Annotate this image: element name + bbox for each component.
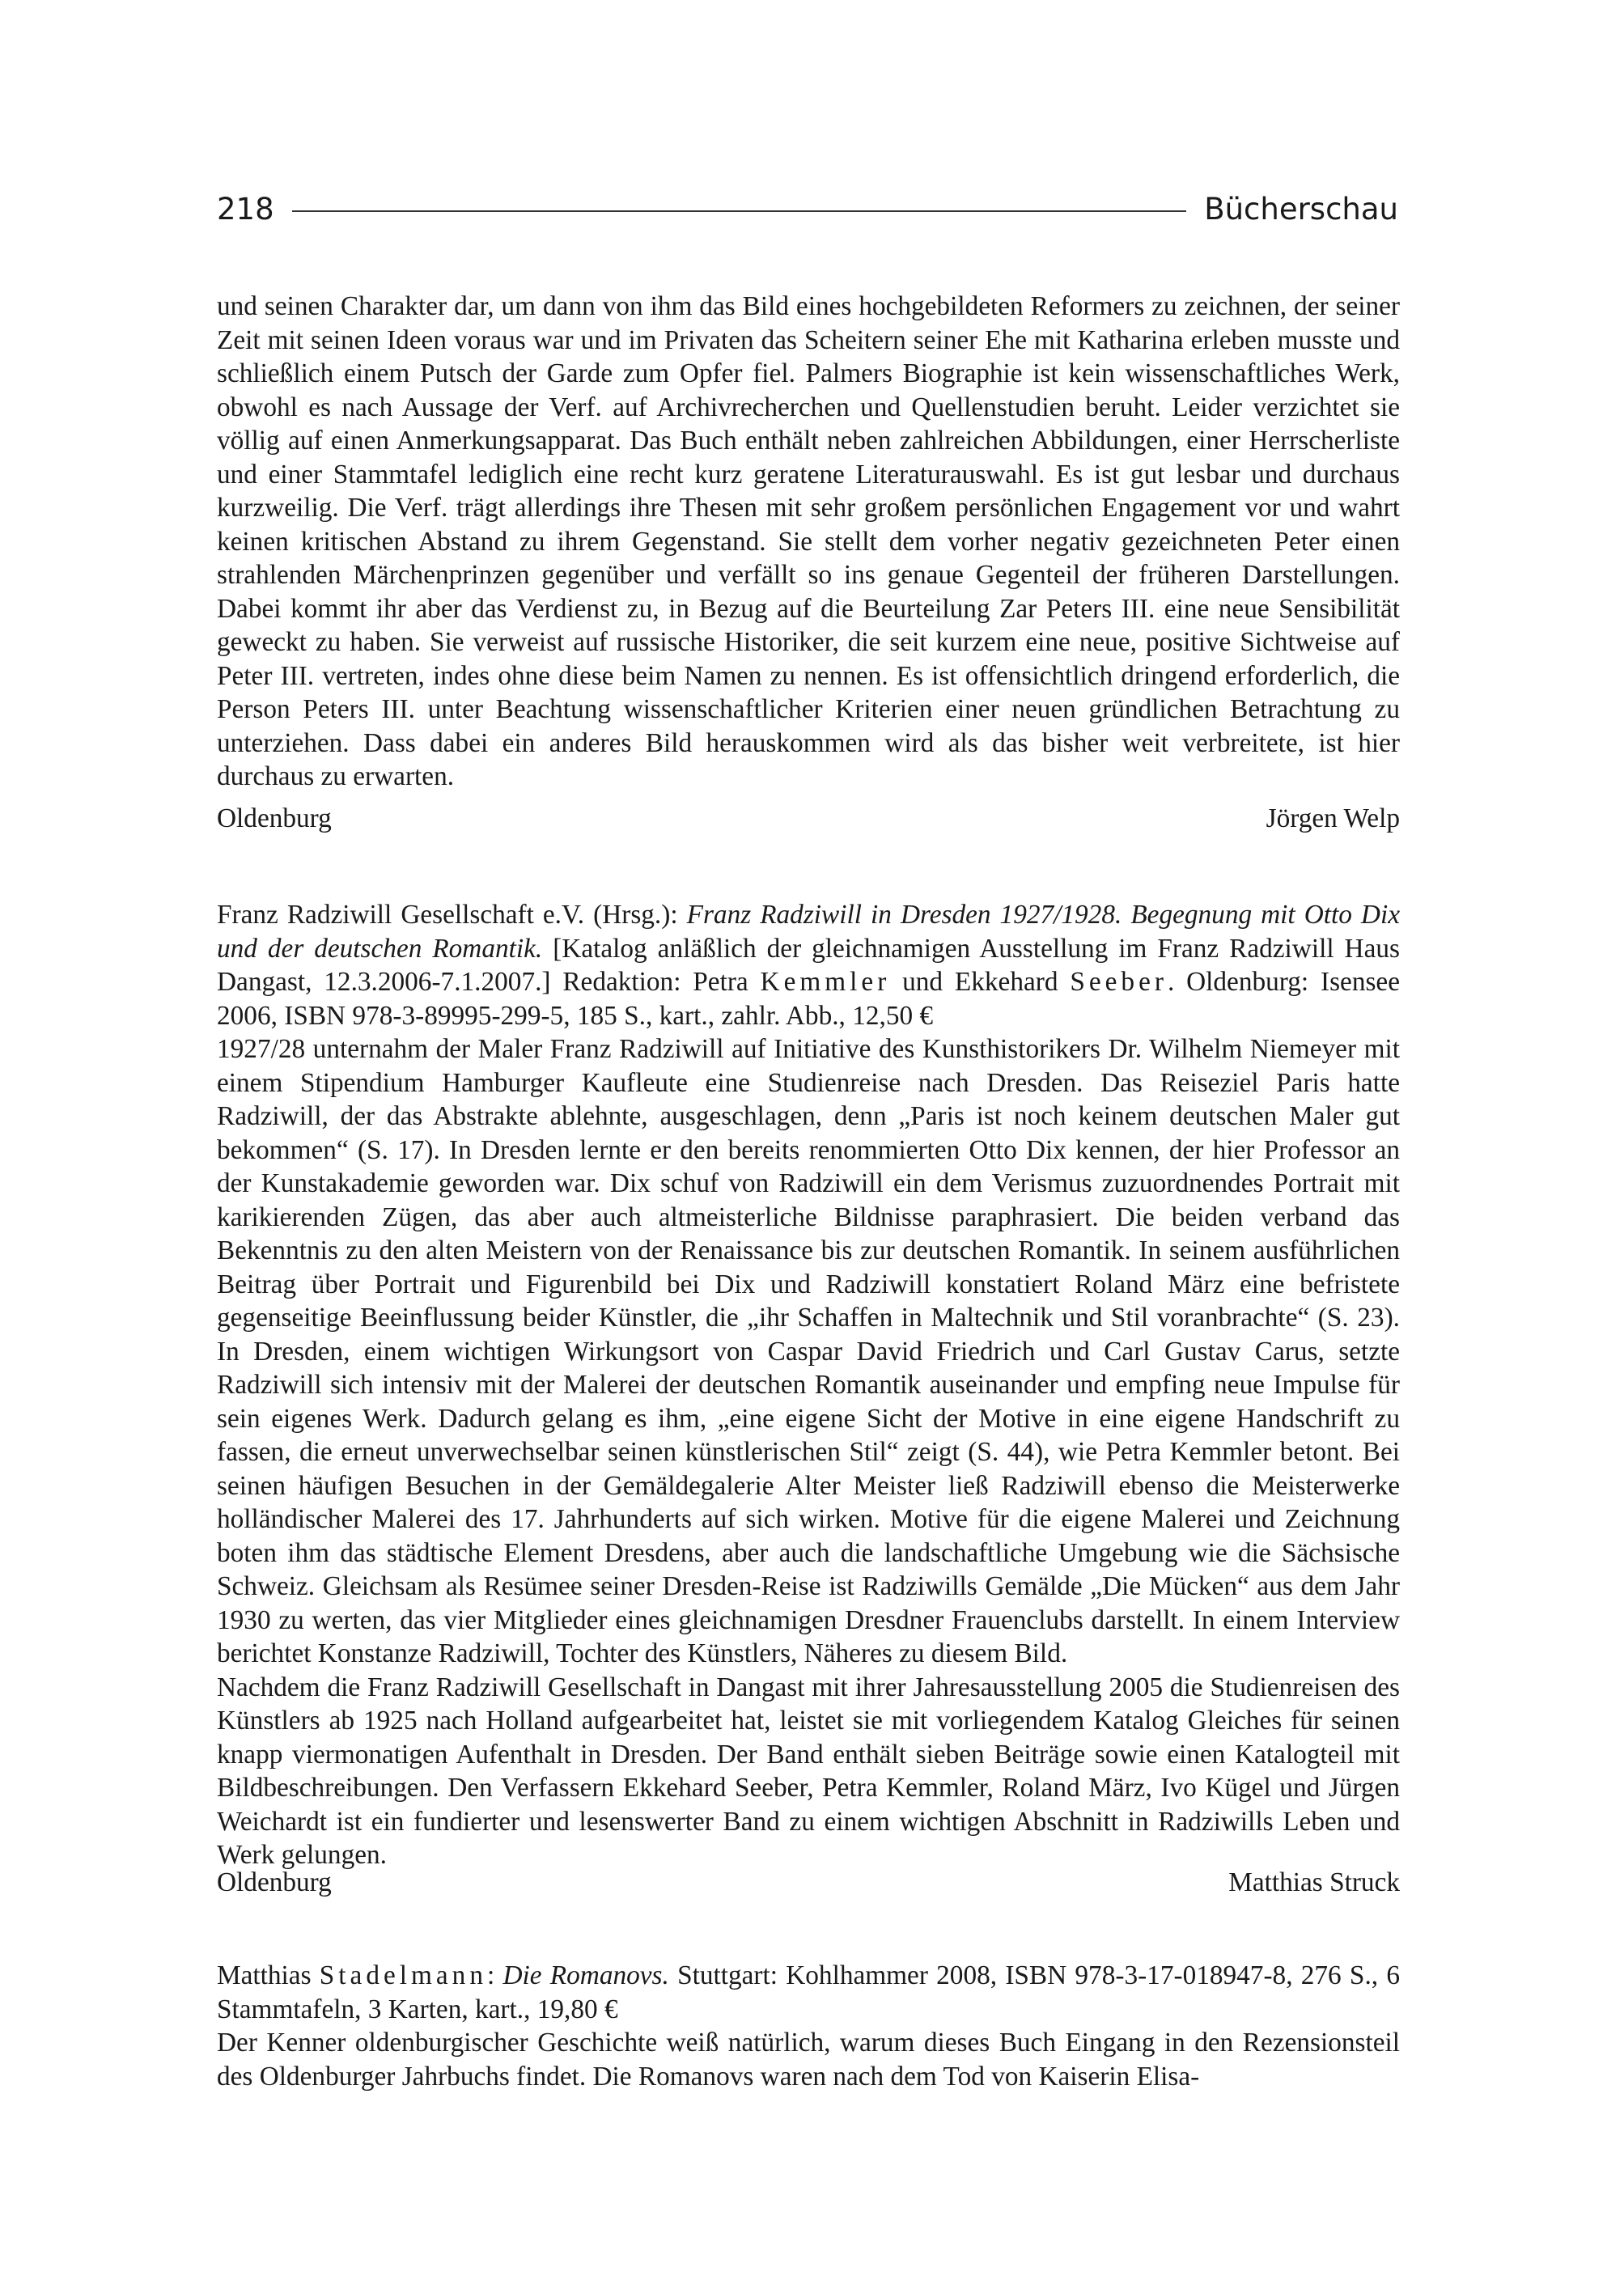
review-1-reviewer: Jörgen Welp — [1266, 803, 1400, 833]
review-1-body — [217, 290, 1400, 794]
review-2-and: und Ekkehard — [890, 967, 1071, 997]
review-3-author-last: Stadelmann — [319, 1960, 487, 1990]
running-head — [217, 184, 1398, 233]
review-3-details: Stuttgart: Kohlhammer 2008, ISBN 978-3-17-018947-8, 276 S., 6 Stammtafeln, 3 Karten, kart., 19,80 € — [217, 1960, 1400, 2024]
review-2-paragraph-1: 1927/28 unternahm der Maler Franz Radziwill auf Initiative des Kunsthistorikers Dr. Wilhelm Niemeyer mit einem Stipendium Hamburger Kaufleute eine Studienreise nach Dresden. Das Reiseziel Paris hatte Radziwill, der das Abstrakte ablehnte, ausgeschlagen, denn „Paris ist noch keinem deutschen Maler gut bekommen“ (S. 17). In Dresden lernte er den bereits renommierten Otto Dix kennen, der hier Professor an der Kunstakademie geworden war. Dix schuf von Radziwill ein dem Verismus zuzuordnendes Portrait mit karikierenden Zügen, das aber auch altmeisterliche Bildnisse paraphrasiert. Die beiden verband das Bekenntnis zu den alten Meistern von der Renaissance bis zur deutschen Romantik. In seinem ausführlichen Beitrag über Portrait und Figurenbild bei Dix und Radziwill konstatiert Roland März eine befristete gegenseitige Beeinflussung beider Künstler, die „ihr Schaffen in Maltechnik und Stil voranbrachte“ (S. 23). In Dresden, einem wichtigen Wirkungsort von Caspar David Friedrich und Carl Gustav Carus, setzte Radziwill sich intensiv mit der Malerei der deutschen Romantik auseinander und empfing neue Impulse für sein eigenes Werk. Dadurch gelang es ihm, „eine eigene Sicht der Motive in eine eigene Handschrift zu fassen, die erneut unverwechselbar seinen künstlerischen Stil“ zeigt (S. 44), wie Petra Kemmler betont. Bei seinen häufigen Besuchen in der Gemäldegalerie Alter Meister ließ Radziwill ebenso die Meisterwerke holländischer Malerei des 17. Jahrhunderts auf sich wirken. Motive für die eigene Malerei und Zeichnung boten ihm das städtische Element Dresdens, aber auch die landschaftliche Umgebung wie die Sächsische Schweiz. Gleichsam als Resümee seiner Dresden-Reise ist Radziwills Gemälde „Die Mücken“ aus dem Jahr 1930 zu werten, das vier Mitglieder eines gleichnamigen Dresdner Frauenclubs darstellt. In einem Interview berichtet Konstanze Radziwill, Tochter des Künstlers, Näheres zu diesem Bild. — [217, 1034, 1400, 1668]
review-3-paragraph-1: Der Kenner oldenburgischer Geschichte weiß natürlich, warum dieses Buch Eingang in den Rezensionsteil des Oldenburger Jahrbuchs findet. Die Romanovs waren nach dem Tod von Kaiserin Elisa- — [217, 2028, 1400, 2092]
review-2-title: Franz Radziwill in Dresden 1927/1928. Begegnung mit Otto Dix und der deutschen Romantik. — [217, 900, 1400, 964]
header-rule — [292, 210, 1187, 212]
review-1-signature — [217, 802, 1400, 836]
review-3-author-first: Matthias — [217, 1960, 320, 1990]
review-2-citation — [217, 898, 1400, 1032]
review-1-text: und seinen Charakter dar, um dann von ihm das Bild eines hochgebildeten Reformers zu zeichnen, der seiner Zeit mit seinen Ideen voraus war und im Privaten das Scheitern seiner Ehe mit Katharina erleben musste und schließlich einem Putsch der Garde zum Opfer fiel. Palmers Biographie ist kein wissenschaftliches Werk, obwohl es nach Aussage der Verf. auf Archivrecherchen und Quellenstudien beruht. Leider verzichtet sie völlig auf einen Anmerkungsapparat. Das Buch enthält neben zahlreichen Abbildungen, einer Herrscherliste und einer Stammtafel lediglich eine recht kurz geratene Literaturauswahl. Es ist gut lesbar und durchaus kurzweilig. Die Verf. trägt allerdings ihre Thesen mit sehr großem persönlichen Engagement vor und wahrt keinen kritischen Abstand zu ihrem Gegenstand. Sie stellt dem vorher negativ gezeichneten Peter einen strahlenden Märchenprinzen gegenüber und verfällt so ins genaue Gegenteil der früheren Darstellungen. Dabei kommt ihr aber das Verdienst zu, in Bezug auf die Beurteilung Zar Peters III. eine neue Sensibilität geweckt zu haben. Sie verweist auf russische Historiker, die seit kurzem eine neue, positive Sichtweise auf Peter III. vertreten, indes ohne diese beim Namen zu nennen. Es ist offensichtlich dringend erforderlich, die Person Peters III. unter Beachtung wissenschaftlicher Kriterien einer neuen gründlichen Betrachtung zu unterziehen. Dass dabei ein anderes Bild herauskommen wird als das bisher weit verbreitete, ist hier durchaus zu erwarten. — [217, 291, 1400, 791]
review-2-details-1: [Katalog anläßlich der gleichnamigen Ausstellung im Franz Radziwill Haus Dangast, 12.3.2006-7.1.2007.] Redaktion: Petra — [217, 933, 1400, 997]
review-2-details-2: . Oldenburg: Isensee 2006, ISBN 978-3-89995-299-5, 185 S., kart., zahlr. Abb., 12,50 € — [217, 967, 1400, 1031]
review-2-body — [217, 898, 1400, 1872]
review-2-reviewer: Matthias Struck — [1228, 1867, 1400, 1897]
review-3-colon: : — [486, 1960, 503, 1990]
review-2-paragraph-2: Nachdem die Franz Radziwill Gesellschaft in Dangast mit ihrer Jahresausstellung 2005 die Studienreisen des Künstlers ab 1925 nach Holland aufgearbeitet hat, leistet sie mit vorliegendem Katalog Gleiches für seinen knapp viermonatigen Aufenthalt in Dresden. Der Band enthält sieben Beiträge sowie einen Katalogteil mit Bildbeschreibungen. Den Verfassern Ekkehard Seeber, Petra Kemmler, Roland März, Ivo Kügel und Jürgen Weichardt ist ein fundierter und lesenswerter Band zu einem wichtigen Abschnitt in Radziwills Leben und Werk gelungen. — [217, 1672, 1400, 1870]
page-number: 218 — [217, 191, 274, 227]
review-3-citation — [217, 1959, 1400, 2026]
review-3-body — [217, 1959, 1400, 2093]
review-2-editor: Franz Radziwill Gesellschaft e.V. (Hrsg.): — [217, 900, 687, 930]
review-1-place: Oldenburg — [217, 803, 332, 833]
review-3-title: Die Romanovs. — [502, 1960, 669, 1990]
review-2-editor-a: Kemmler — [760, 967, 891, 997]
section-title: Bücherschau — [1204, 191, 1398, 227]
review-2-editor-b: Seeber — [1070, 967, 1168, 997]
review-2-place: Oldenburg — [217, 1867, 332, 1897]
review-2-signature — [217, 1866, 1400, 1900]
